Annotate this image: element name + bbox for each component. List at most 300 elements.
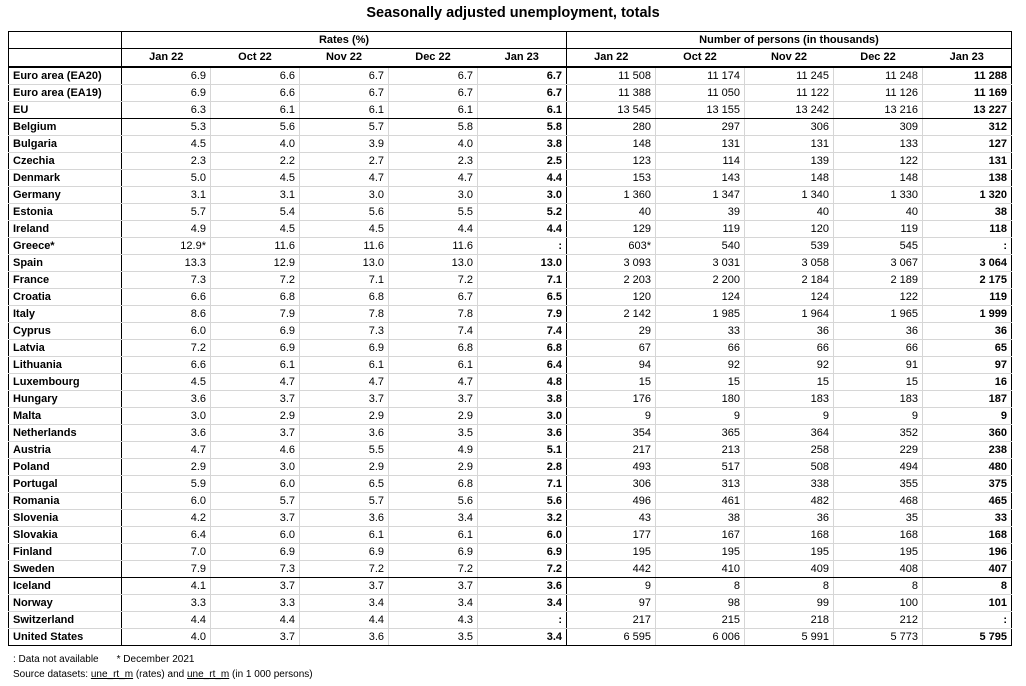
country-name: Cyprus bbox=[9, 323, 122, 340]
rate-cell: 7.2 bbox=[211, 272, 300, 289]
persons-cell: 540 bbox=[656, 238, 745, 255]
country-name: Hungary bbox=[9, 391, 122, 408]
country-name: Slovenia bbox=[9, 510, 122, 527]
persons-cell: 238 bbox=[923, 442, 1012, 459]
persons-cell: 355 bbox=[834, 476, 923, 493]
rate-cell: 4.7 bbox=[389, 170, 478, 187]
table-row bbox=[9, 306, 1012, 323]
persons-cell: 65 bbox=[923, 340, 1012, 357]
persons-cell: 410 bbox=[656, 561, 745, 578]
persons-cell: 309 bbox=[834, 119, 923, 136]
country-name: Italy bbox=[9, 306, 122, 323]
rate-cell: 4.4 bbox=[300, 612, 389, 629]
rate-cell: 8.6 bbox=[122, 306, 211, 323]
persons-cell: 2 189 bbox=[834, 272, 923, 289]
rate-cell: 4.2 bbox=[122, 510, 211, 527]
persons-cell: 215 bbox=[656, 612, 745, 629]
persons-cell: 66 bbox=[745, 340, 834, 357]
rate-cell: 4.9 bbox=[122, 221, 211, 238]
source-mid: (rates) and bbox=[133, 669, 187, 680]
rate-cell: 4.4 bbox=[478, 170, 567, 187]
persons-cell: 11 288 bbox=[923, 67, 1012, 85]
rate-cell: 4.7 bbox=[211, 374, 300, 391]
table-row bbox=[9, 119, 1012, 136]
table-row bbox=[9, 629, 1012, 646]
rate-cell: 5.0 bbox=[122, 170, 211, 187]
period-header-rates: Oct 22 bbox=[211, 49, 300, 68]
table-row bbox=[9, 187, 1012, 204]
rate-cell: 7.3 bbox=[122, 272, 211, 289]
table-row bbox=[9, 221, 1012, 238]
table-row bbox=[9, 323, 1012, 340]
rate-cell: 3.7 bbox=[389, 391, 478, 408]
rate-cell: 3.5 bbox=[389, 629, 478, 646]
persons-cell: 13 216 bbox=[834, 102, 923, 119]
rate-cell: 4.9 bbox=[389, 442, 478, 459]
rate-cell: 6.8 bbox=[478, 340, 567, 357]
persons-cell: 195 bbox=[834, 544, 923, 561]
persons-cell: 195 bbox=[567, 544, 656, 561]
rate-cell: 4.4 bbox=[211, 612, 300, 629]
persons-cell: 15 bbox=[567, 374, 656, 391]
persons-cell: 36 bbox=[745, 510, 834, 527]
rate-cell: 4.1 bbox=[122, 578, 211, 595]
country-name: Estonia bbox=[9, 204, 122, 221]
persons-cell: 3 093 bbox=[567, 255, 656, 272]
persons-cell: 407 bbox=[923, 561, 1012, 578]
rate-cell: 6.1 bbox=[300, 527, 389, 544]
rate-cell: 4.0 bbox=[211, 136, 300, 153]
rate-cell: 3.9 bbox=[300, 136, 389, 153]
footnote-source bbox=[13, 670, 313, 680]
persons-cell: 40 bbox=[745, 204, 834, 221]
persons-cell: 258 bbox=[745, 442, 834, 459]
persons-cell: 92 bbox=[656, 357, 745, 374]
persons-cell: 5 795 bbox=[923, 629, 1012, 646]
persons-cell: 119 bbox=[656, 221, 745, 238]
rate-cell: 7.2 bbox=[122, 340, 211, 357]
rate-cell: 7.9 bbox=[478, 306, 567, 323]
rate-cell: 13.0 bbox=[389, 255, 478, 272]
rate-cell: 4.4 bbox=[478, 221, 567, 238]
rate-cell: 3.6 bbox=[300, 510, 389, 527]
rate-cell: 6.4 bbox=[122, 527, 211, 544]
persons-cell: 465 bbox=[923, 493, 1012, 510]
persons-cell: 13 155 bbox=[656, 102, 745, 119]
persons-cell: 217 bbox=[567, 442, 656, 459]
rate-cell: 5.7 bbox=[211, 493, 300, 510]
persons-cell: 212 bbox=[834, 612, 923, 629]
persons-cell: 442 bbox=[567, 561, 656, 578]
persons-cell: 11 508 bbox=[567, 67, 656, 85]
persons-cell: 352 bbox=[834, 425, 923, 442]
persons-cell: 139 bbox=[745, 153, 834, 170]
country-name: Germany bbox=[9, 187, 122, 204]
persons-cell: 118 bbox=[923, 221, 1012, 238]
period-header-persons: Oct 22 bbox=[656, 49, 745, 68]
country-name: Ireland bbox=[9, 221, 122, 238]
rate-cell: 11.6 bbox=[300, 238, 389, 255]
rate-cell: 6.1 bbox=[389, 527, 478, 544]
rate-cell: 12.9 bbox=[211, 255, 300, 272]
rate-cell: 3.7 bbox=[211, 578, 300, 595]
rate-cell: 3.6 bbox=[122, 391, 211, 408]
rate-cell: 11.6 bbox=[389, 238, 478, 255]
rate-cell: 7.2 bbox=[389, 561, 478, 578]
country-name: Romania bbox=[9, 493, 122, 510]
persons-cell: 11 126 bbox=[834, 85, 923, 102]
rate-cell: 6.1 bbox=[211, 357, 300, 374]
period-header-persons: Jan 22 bbox=[567, 49, 656, 68]
source-link-persons[interactable]: une_rt_m bbox=[187, 669, 230, 680]
rate-cell: 7.3 bbox=[211, 561, 300, 578]
period-header-persons: Nov 22 bbox=[745, 49, 834, 68]
rate-cell: 2.9 bbox=[122, 459, 211, 476]
table-body bbox=[9, 67, 1012, 646]
rate-cell: 5.3 bbox=[122, 119, 211, 136]
persons-cell: 15 bbox=[656, 374, 745, 391]
rate-cell: 4.5 bbox=[122, 374, 211, 391]
rate-cell: 7.8 bbox=[300, 306, 389, 323]
persons-cell: 3 067 bbox=[834, 255, 923, 272]
persons-cell: 3 031 bbox=[656, 255, 745, 272]
persons-cell: 67 bbox=[567, 340, 656, 357]
rate-cell: 6.1 bbox=[300, 357, 389, 374]
rate-cell: 3.5 bbox=[389, 425, 478, 442]
persons-cell: 153 bbox=[567, 170, 656, 187]
rate-cell: 2.3 bbox=[122, 153, 211, 170]
rate-cell: 7.8 bbox=[389, 306, 478, 323]
rate-cell: 5.7 bbox=[122, 204, 211, 221]
rate-cell: 4.7 bbox=[300, 374, 389, 391]
footnote-not-available: : Data not available bbox=[13, 654, 99, 665]
country-name: Austria bbox=[9, 442, 122, 459]
persons-cell: : bbox=[923, 612, 1012, 629]
persons-cell: 122 bbox=[834, 289, 923, 306]
rate-cell: 3.0 bbox=[478, 187, 567, 204]
persons-cell: 8 bbox=[834, 578, 923, 595]
persons-cell: 13 242 bbox=[745, 102, 834, 119]
persons-cell: 94 bbox=[567, 357, 656, 374]
table-row bbox=[9, 289, 1012, 306]
rate-cell: 2.9 bbox=[300, 408, 389, 425]
persons-cell: 183 bbox=[834, 391, 923, 408]
country-name: Euro area (EA19) bbox=[9, 85, 122, 102]
persons-cell: 603* bbox=[567, 238, 656, 255]
rate-cell: 7.1 bbox=[478, 476, 567, 493]
persons-cell: 119 bbox=[834, 221, 923, 238]
country-name: Denmark bbox=[9, 170, 122, 187]
persons-cell: 2 200 bbox=[656, 272, 745, 289]
persons-cell: 131 bbox=[923, 153, 1012, 170]
persons-cell: 11 174 bbox=[656, 67, 745, 85]
persons-cell: 468 bbox=[834, 493, 923, 510]
rate-cell: 4.5 bbox=[211, 170, 300, 187]
persons-cell: 408 bbox=[834, 561, 923, 578]
rate-cell: 4.3 bbox=[389, 612, 478, 629]
rate-cell: 5.7 bbox=[300, 493, 389, 510]
rate-cell: 6.7 bbox=[389, 289, 478, 306]
persons-cell: 131 bbox=[745, 136, 834, 153]
rate-cell: 6.8 bbox=[211, 289, 300, 306]
source-link-rates[interactable]: une_rt_m bbox=[90, 669, 134, 680]
corner-cell bbox=[9, 32, 122, 49]
persons-cell: 183 bbox=[745, 391, 834, 408]
persons-cell: 229 bbox=[834, 442, 923, 459]
persons-cell: 11 245 bbox=[745, 67, 834, 85]
rate-cell: 5.8 bbox=[389, 119, 478, 136]
rate-cell: 7.2 bbox=[389, 272, 478, 289]
country-name: Slovakia bbox=[9, 527, 122, 544]
persons-cell: 100 bbox=[834, 595, 923, 612]
persons-cell: 1 999 bbox=[923, 306, 1012, 323]
rate-cell: 7.2 bbox=[300, 561, 389, 578]
persons-cell: 11 388 bbox=[567, 85, 656, 102]
rate-cell: 6.7 bbox=[478, 85, 567, 102]
table-row bbox=[9, 340, 1012, 357]
rate-cell: 3.8 bbox=[478, 136, 567, 153]
table-row bbox=[9, 357, 1012, 374]
rate-cell: 3.6 bbox=[122, 425, 211, 442]
country-name: Lithuania bbox=[9, 357, 122, 374]
rate-cell: 2.9 bbox=[300, 459, 389, 476]
rate-cell: 5.4 bbox=[211, 204, 300, 221]
rate-cell: 3.0 bbox=[389, 187, 478, 204]
persons-cell: 195 bbox=[656, 544, 745, 561]
persons-cell: 338 bbox=[745, 476, 834, 493]
persons-cell: 517 bbox=[656, 459, 745, 476]
persons-cell: 40 bbox=[834, 204, 923, 221]
rate-cell: 2.5 bbox=[478, 153, 567, 170]
country-name: Euro area (EA20) bbox=[9, 67, 122, 85]
persons-cell: 306 bbox=[745, 119, 834, 136]
rate-cell: 3.1 bbox=[211, 187, 300, 204]
persons-cell: 36 bbox=[745, 323, 834, 340]
rate-cell: 6.0 bbox=[211, 527, 300, 544]
persons-group-header: Number of persons (in thousands) bbox=[567, 32, 1012, 49]
table-row bbox=[9, 442, 1012, 459]
persons-cell: 40 bbox=[567, 204, 656, 221]
country-name: Spain bbox=[9, 255, 122, 272]
country-name: Netherlands bbox=[9, 425, 122, 442]
persons-cell: 1 320 bbox=[923, 187, 1012, 204]
footnote-december: * December 2021 bbox=[116, 654, 195, 665]
rate-cell: 3.4 bbox=[478, 629, 567, 646]
persons-cell: 129 bbox=[567, 221, 656, 238]
rates-group-header: Rates (%) bbox=[122, 32, 567, 49]
rate-cell: 6.0 bbox=[122, 493, 211, 510]
persons-cell: 177 bbox=[567, 527, 656, 544]
table-row bbox=[9, 204, 1012, 221]
persons-cell: 306 bbox=[567, 476, 656, 493]
persons-cell: 124 bbox=[656, 289, 745, 306]
rate-cell: 7.4 bbox=[478, 323, 567, 340]
rate-cell: 5.6 bbox=[389, 493, 478, 510]
persons-cell: 92 bbox=[745, 357, 834, 374]
table-row bbox=[9, 561, 1012, 578]
persons-cell: 493 bbox=[567, 459, 656, 476]
country-name: Finland bbox=[9, 544, 122, 561]
persons-cell: 539 bbox=[745, 238, 834, 255]
persons-cell: 168 bbox=[834, 527, 923, 544]
rate-cell: 6.6 bbox=[122, 289, 211, 306]
persons-cell: 8 bbox=[656, 578, 745, 595]
rate-cell: 4.4 bbox=[122, 612, 211, 629]
persons-cell: 148 bbox=[834, 170, 923, 187]
rate-cell: 4.0 bbox=[122, 629, 211, 646]
period-header-rates: Jan 23 bbox=[478, 49, 567, 68]
persons-cell: 8 bbox=[923, 578, 1012, 595]
persons-cell: 143 bbox=[656, 170, 745, 187]
persons-cell: 494 bbox=[834, 459, 923, 476]
rate-cell: 6.9 bbox=[122, 85, 211, 102]
persons-cell: 176 bbox=[567, 391, 656, 408]
rate-cell: 6.9 bbox=[389, 544, 478, 561]
rate-cell: 6.8 bbox=[300, 289, 389, 306]
rate-cell: 4.0 bbox=[389, 136, 478, 153]
rate-cell: 3.7 bbox=[300, 391, 389, 408]
table-row bbox=[9, 85, 1012, 102]
country-name: Croatia bbox=[9, 289, 122, 306]
persons-cell: 180 bbox=[656, 391, 745, 408]
rate-cell: 7.0 bbox=[122, 544, 211, 561]
rate-cell: 3.6 bbox=[300, 425, 389, 442]
country-name: Malta bbox=[9, 408, 122, 425]
rate-cell: 6.0 bbox=[211, 476, 300, 493]
table-row bbox=[9, 578, 1012, 595]
persons-cell: 6 006 bbox=[656, 629, 745, 646]
persons-cell: 496 bbox=[567, 493, 656, 510]
rate-cell: 5.7 bbox=[300, 119, 389, 136]
rate-cell: 7.3 bbox=[300, 323, 389, 340]
persons-cell: 8 bbox=[745, 578, 834, 595]
rate-cell: 2.9 bbox=[389, 408, 478, 425]
table-row bbox=[9, 510, 1012, 527]
table-row bbox=[9, 612, 1012, 629]
rate-cell: 6.7 bbox=[478, 67, 567, 85]
rate-cell: 11.6 bbox=[211, 238, 300, 255]
persons-cell: 217 bbox=[567, 612, 656, 629]
persons-cell: 2 175 bbox=[923, 272, 1012, 289]
country-name: Luxembourg bbox=[9, 374, 122, 391]
period-header-rates: Jan 22 bbox=[122, 49, 211, 68]
rate-cell: 5.8 bbox=[478, 119, 567, 136]
rate-cell: 3.7 bbox=[211, 391, 300, 408]
persons-cell: 2 203 bbox=[567, 272, 656, 289]
persons-cell: 91 bbox=[834, 357, 923, 374]
rate-cell: 7.9 bbox=[211, 306, 300, 323]
persons-cell: 1 340 bbox=[745, 187, 834, 204]
rate-cell: 6.1 bbox=[389, 102, 478, 119]
rate-cell: 5.6 bbox=[300, 204, 389, 221]
table-row bbox=[9, 527, 1012, 544]
rate-cell: 4.5 bbox=[211, 221, 300, 238]
rate-cell: 3.2 bbox=[478, 510, 567, 527]
persons-cell: 409 bbox=[745, 561, 834, 578]
persons-cell: 11 248 bbox=[834, 67, 923, 85]
rate-cell: 6.4 bbox=[478, 357, 567, 374]
rate-cell: 5.5 bbox=[300, 442, 389, 459]
rate-cell: 3.8 bbox=[478, 391, 567, 408]
persons-cell: 1 985 bbox=[656, 306, 745, 323]
persons-cell: 39 bbox=[656, 204, 745, 221]
persons-cell: 11 050 bbox=[656, 85, 745, 102]
persons-cell: 16 bbox=[923, 374, 1012, 391]
rate-cell: 6.0 bbox=[122, 323, 211, 340]
persons-cell: 313 bbox=[656, 476, 745, 493]
rate-cell: 3.0 bbox=[300, 187, 389, 204]
rate-cell: 6.8 bbox=[389, 476, 478, 493]
country-name: Greece* bbox=[9, 238, 122, 255]
persons-cell: 124 bbox=[745, 289, 834, 306]
country-name: Norway bbox=[9, 595, 122, 612]
rate-cell: : bbox=[478, 612, 567, 629]
persons-cell: 38 bbox=[923, 204, 1012, 221]
table-row bbox=[9, 153, 1012, 170]
persons-cell: 1 347 bbox=[656, 187, 745, 204]
rate-cell: 4.5 bbox=[122, 136, 211, 153]
rate-cell: 3.0 bbox=[478, 408, 567, 425]
country-name: Sweden bbox=[9, 561, 122, 578]
rate-cell: 2.7 bbox=[300, 153, 389, 170]
rate-cell: 3.4 bbox=[300, 595, 389, 612]
persons-cell: 131 bbox=[656, 136, 745, 153]
persons-cell: 375 bbox=[923, 476, 1012, 493]
persons-cell: 99 bbox=[745, 595, 834, 612]
table-row bbox=[9, 67, 1012, 85]
rate-cell: 3.7 bbox=[389, 578, 478, 595]
table-row bbox=[9, 136, 1012, 153]
persons-cell: 9 bbox=[656, 408, 745, 425]
persons-cell: 312 bbox=[923, 119, 1012, 136]
persons-cell: 133 bbox=[834, 136, 923, 153]
persons-cell: 15 bbox=[834, 374, 923, 391]
rate-cell: 3.7 bbox=[300, 578, 389, 595]
persons-cell: 9 bbox=[745, 408, 834, 425]
unemployment-table bbox=[8, 31, 1012, 646]
rate-cell: 3.0 bbox=[122, 408, 211, 425]
persons-cell: 35 bbox=[834, 510, 923, 527]
rate-cell: 6.6 bbox=[122, 357, 211, 374]
rate-cell: 6.5 bbox=[478, 289, 567, 306]
rate-cell: 3.6 bbox=[300, 629, 389, 646]
persons-cell: 43 bbox=[567, 510, 656, 527]
table-row bbox=[9, 374, 1012, 391]
persons-cell: 9 bbox=[567, 408, 656, 425]
rate-cell: 6.1 bbox=[300, 102, 389, 119]
source-suffix: (in 1 000 persons) bbox=[229, 669, 313, 680]
rate-cell: 3.4 bbox=[478, 595, 567, 612]
persons-cell: 1 330 bbox=[834, 187, 923, 204]
persons-cell: 545 bbox=[834, 238, 923, 255]
rate-cell: 3.7 bbox=[211, 510, 300, 527]
persons-cell: 120 bbox=[567, 289, 656, 306]
rate-cell: 6.9 bbox=[300, 544, 389, 561]
period-header-rates: Dec 22 bbox=[389, 49, 478, 68]
rate-cell: : bbox=[478, 238, 567, 255]
persons-cell: 365 bbox=[656, 425, 745, 442]
table-row bbox=[9, 170, 1012, 187]
persons-cell: 196 bbox=[923, 544, 1012, 561]
persons-cell: 66 bbox=[656, 340, 745, 357]
table-row bbox=[9, 255, 1012, 272]
persons-cell: 297 bbox=[656, 119, 745, 136]
table-row bbox=[9, 425, 1012, 442]
rate-cell: 6.5 bbox=[300, 476, 389, 493]
persons-cell: 213 bbox=[656, 442, 745, 459]
persons-cell: 218 bbox=[745, 612, 834, 629]
rate-cell: 13.3 bbox=[122, 255, 211, 272]
